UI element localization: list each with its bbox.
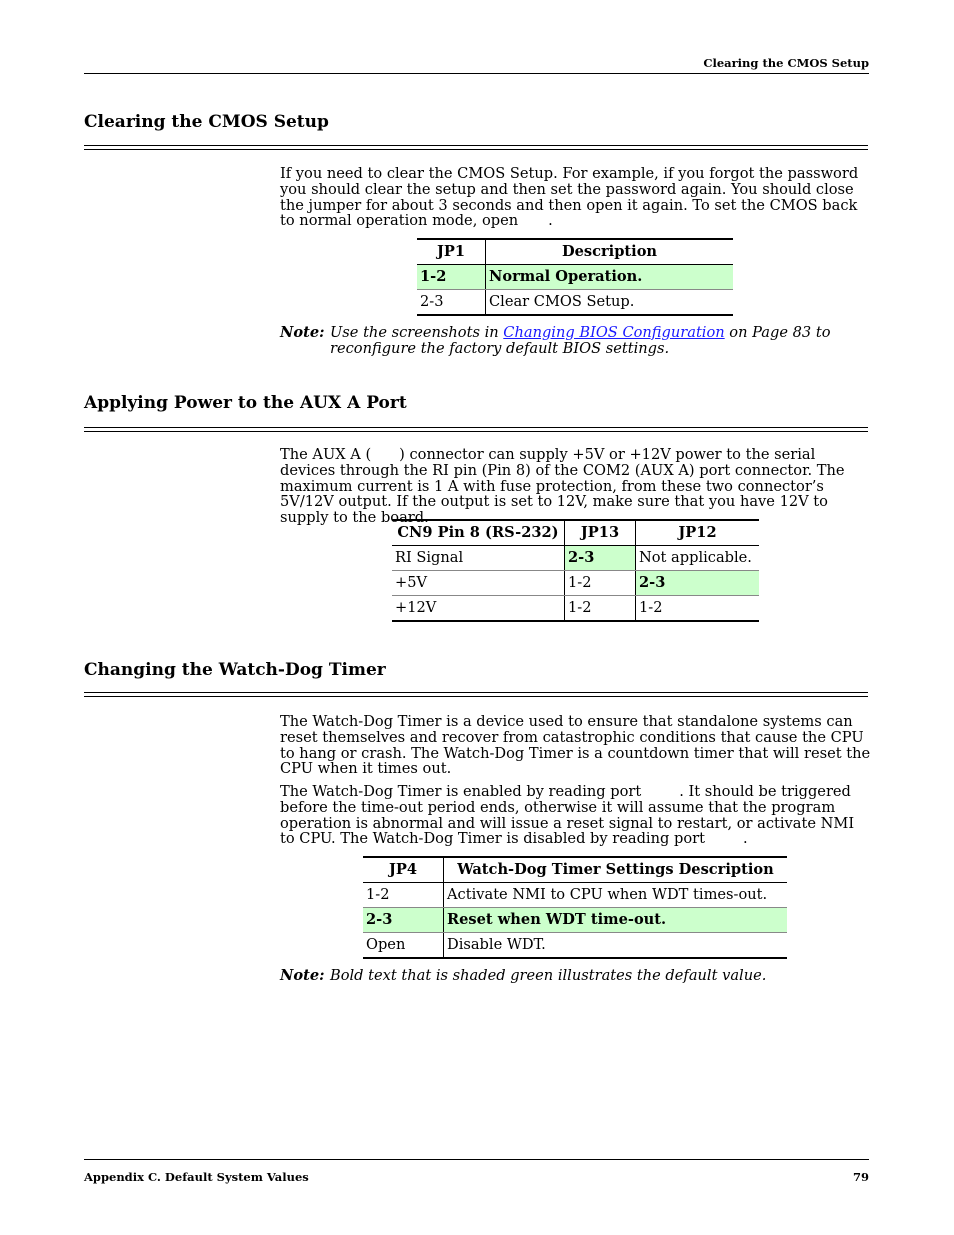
- table-header: JP12: [636, 520, 760, 546]
- paragraph-text: . It should be triggered before the time-out period ends, otherwise it will assume that the program operation is abnormal and will issue a reset signal to restart, or activate NMI to CPU. The Watch-Dog Timer is disabled by reading port: [280, 783, 855, 848]
- paragraph-text: The Watch-Dog Timer is enabled by reading port: [280, 783, 642, 800]
- note-bios: [280, 324, 870, 357]
- changing-bios-link[interactable]: Changing BIOS Configuration: [503, 324, 725, 341]
- table-header: Watch-Dog Timer Settings Description: [444, 857, 788, 883]
- table-cell: 1-2: [565, 571, 636, 596]
- table-cell: 2-3: [417, 290, 486, 316]
- table-cell: Open: [363, 933, 444, 959]
- table-cell: +12V: [392, 596, 565, 622]
- paragraph-end: .: [548, 212, 553, 230]
- paragraph-text: .: [742, 830, 748, 848]
- footer-rule: [84, 1159, 869, 1160]
- paragraph-clearing-cmos: [280, 166, 872, 229]
- table-cell: Activate NMI to CPU when WDT times-out.: [444, 883, 788, 908]
- note-text: Use the screenshots in: [330, 324, 504, 341]
- table-cell: Reset when WDT time-out.: [444, 908, 788, 933]
- paragraph-watchdog-2: [280, 784, 872, 847]
- table-cell: Disable WDT.: [444, 933, 788, 959]
- section-title-clearing-cmos: Clearing the CMOS Setup: [84, 112, 329, 132]
- table-cell: Normal Operation.: [486, 265, 734, 290]
- table-cell: 2-3: [565, 546, 636, 571]
- table-cell: 2-3: [636, 571, 760, 596]
- section-title-aux-a: Applying Power to the AUX A Port: [84, 393, 407, 413]
- section-title-watchdog: Changing the Watch-Dog Timer: [84, 660, 386, 680]
- paragraph-text: The AUX A (: [280, 446, 372, 463]
- table-header: JP1: [417, 239, 486, 265]
- table-row: [417, 265, 733, 290]
- note-text: Bold text that is shaded green illustrates the default value.: [330, 967, 767, 984]
- table-cell: 1-2: [636, 596, 760, 622]
- paragraph-text: If you need to clear the CMOS Setup. For example, if you forgot the password you should clear the setup and then set the password again. You should close the jumper for about 3 seconds and then open it again. To set the CMOS back to normal operation mode, open: [280, 165, 859, 230]
- note-label: Note:: [280, 967, 325, 984]
- jp1-table: [417, 238, 733, 316]
- header-rule: [84, 73, 869, 74]
- table-header: Description: [486, 239, 734, 265]
- table-header: JP13: [565, 520, 636, 546]
- section-divider: [84, 145, 868, 150]
- table-row: [392, 546, 759, 571]
- note-default-value: [280, 968, 870, 984]
- table-cell: RI Signal: [392, 546, 565, 571]
- paragraph-watchdog-1: The Watch-Dog Timer is a device used to ensure that standalone systems can reset themselves and recover from catastrophic conditions that cause the CPU to hang or crash. The Watch-Dog Timer is a countdown timer that will reset the CPU when it times out.: [280, 713, 871, 778]
- paragraph-aux-a: [280, 447, 872, 526]
- table-cell: 1-2: [565, 596, 636, 622]
- running-header: Clearing the CMOS Setup: [703, 56, 869, 70]
- section-divider: [84, 427, 868, 432]
- section-divider: [84, 692, 868, 697]
- aux-power-table: [392, 519, 759, 622]
- table-row: [363, 883, 787, 908]
- footer-chapter: Appendix C. Default System Values: [84, 1170, 309, 1184]
- table-row: [363, 933, 787, 959]
- table-cell: Not applicable.: [636, 546, 760, 571]
- table-row: [392, 596, 759, 622]
- table-cell: 2-3: [363, 908, 444, 933]
- page-number: 79: [852, 1170, 869, 1184]
- table-header: JP4: [363, 857, 444, 883]
- paragraph-text: ) connector can supply +5V or +12V power to the serial devices through the RI pin (Pin 8) of the COM2 (AUX A) port connector. The maximum current is 1 A with fuse protection, from these two connector’s 5V/12V output. If the output is set to 12V, make sure that you have 12V to supply to the board.: [280, 446, 845, 527]
- table-row: [363, 908, 787, 933]
- table-cell: Clear CMOS Setup.: [486, 290, 734, 316]
- table-cell: 1-2: [363, 883, 444, 908]
- table-row: [417, 290, 733, 316]
- jp4-table: [363, 856, 787, 959]
- table-row: [392, 571, 759, 596]
- note-label: Note:: [280, 324, 325, 341]
- note-text: on Page 83 to reconfigure the factory default BIOS settings.: [330, 324, 831, 357]
- table-cell: 1-2: [417, 265, 486, 290]
- table-cell: +5V: [392, 571, 565, 596]
- table-header: CN9 Pin 8 (RS-232): [392, 520, 565, 546]
